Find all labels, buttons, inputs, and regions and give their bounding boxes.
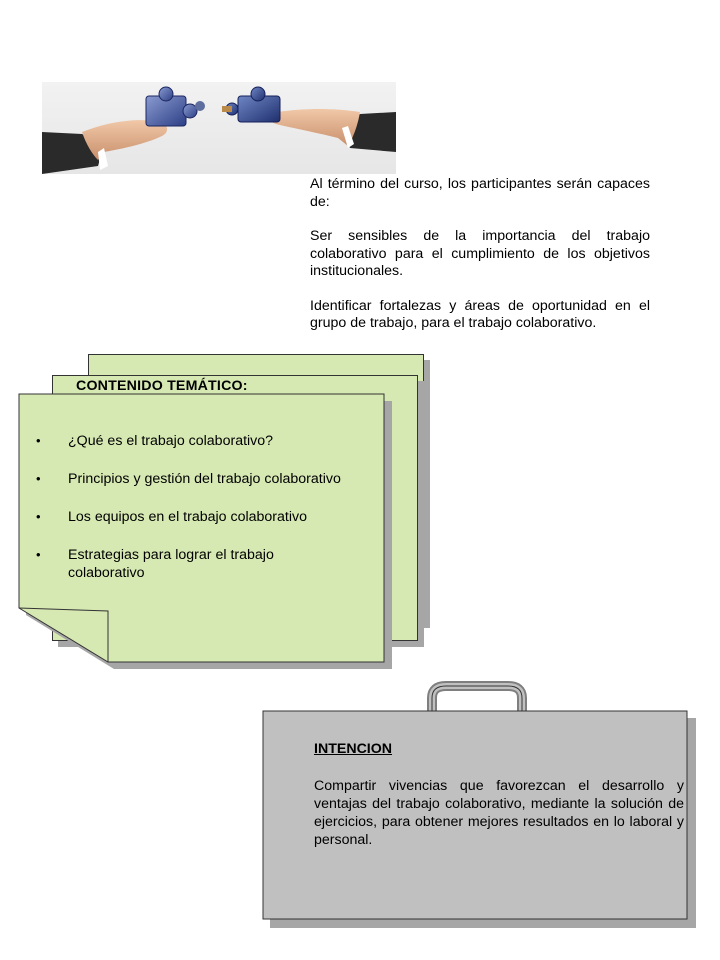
topic-label: Estrategias para lograr el trabajo colaborativo	[68, 547, 274, 581]
list-item	[36, 470, 386, 488]
list-item	[36, 508, 386, 526]
objective-item: Ser sensibles de la importancia del trabajo colaborativo para el cumplimiento de los objetivos institucionales.	[310, 228, 650, 279]
objectives-text	[310, 176, 650, 350]
handshake-puzzle-icon	[42, 82, 396, 174]
bullet: •	[36, 509, 41, 524]
bullet: •	[36, 433, 41, 448]
intencion-text: Compartir vivencias que favorezcan el desarrollo y ventajas del trabajo colaborativo, mediante la solución de ejercicios, para obtener mejores resultados en lo laboral y personal.	[314, 778, 684, 848]
contenido-title: CONTENIDO TEMÁTICO:	[76, 378, 248, 394]
list-item	[36, 432, 386, 450]
list-item	[36, 546, 386, 582]
objective-item: Identificar fortalezas y áreas de oportunidad en el grupo de trabajo, para el trabajo colaborativo.	[310, 297, 650, 331]
intencion-title: INTENCION	[314, 741, 393, 757]
bullet: •	[36, 471, 41, 486]
topic-label: Los equipos en el trabajo colaborativo	[68, 509, 307, 525]
bullet: •	[36, 547, 41, 562]
objectives-intro: Al término del curso, los participantes serán capaces de:	[310, 176, 650, 210]
topic-label: ¿Qué es el trabajo colaborativo?	[68, 433, 274, 449]
briefcase-handle	[432, 686, 522, 712]
topic-label: Principios y gestión del trabajo colaborativo	[68, 471, 341, 487]
topics-list	[36, 432, 386, 602]
